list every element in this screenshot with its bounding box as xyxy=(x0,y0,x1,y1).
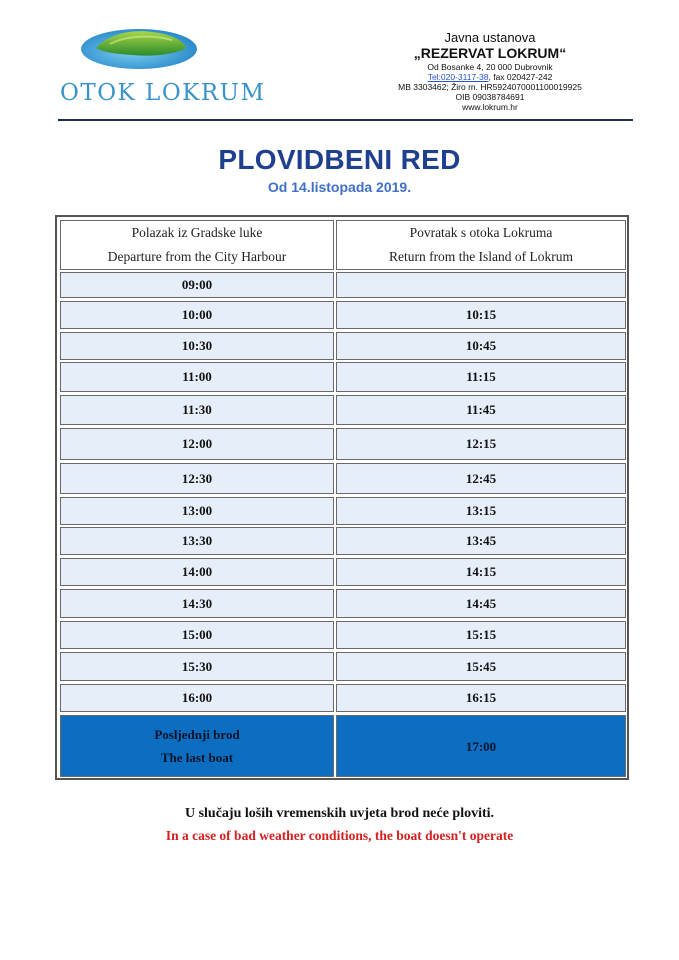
departure-time-cell: 12:00 xyxy=(60,428,334,460)
page-subtitle: Od 14.listopada 2019. xyxy=(267,179,412,195)
org-website[interactable]: www.lokrum.hr xyxy=(462,101,518,112)
departure-time-cell: 10:30 xyxy=(60,332,334,360)
return-time-cell: 12:15 xyxy=(336,428,626,460)
return-time-cell: 15:45 xyxy=(336,652,626,681)
departure-label-en: Departure from the City Harbour xyxy=(107,249,287,264)
header-divider xyxy=(58,119,633,121)
last-boat-label-en: The last boat xyxy=(160,750,234,765)
last-boat-label-hr: Posljednji brod xyxy=(154,727,240,742)
return-time-cell: 10:45 xyxy=(336,332,626,360)
weather-notice-en: In a case of bad weather conditions, the boat doesn't operate xyxy=(165,828,514,843)
return-time-cell: 16:15 xyxy=(336,684,626,712)
column-header-departure xyxy=(60,220,334,270)
org-phone-link[interactable]: Tel:020-3117-38 xyxy=(427,71,489,82)
departure-time-cell: 15:30 xyxy=(60,652,334,681)
departure-time-cell: 14:30 xyxy=(60,589,334,618)
return-time-cell: 12:45 xyxy=(336,463,626,494)
logo-text: OTOK LOKRUM xyxy=(60,80,266,106)
return-time-cell: 11:45 xyxy=(336,395,626,425)
org-fax: , fax 020427-242 xyxy=(488,71,553,82)
weather-notice-hr: U slučaju loših vremenskih uvjeta brod neće ploviti. xyxy=(184,806,495,821)
return-time-cell: 13:45 xyxy=(336,527,626,555)
last-boat-label-cell xyxy=(60,715,334,777)
schedule-table xyxy=(55,215,629,780)
return-time-cell: 15:15 xyxy=(336,621,626,649)
departure-time-cell: 15:00 xyxy=(60,621,334,649)
otok-lokrum-logo xyxy=(58,24,266,114)
return-time-cell xyxy=(336,272,626,298)
column-header-return xyxy=(336,220,626,270)
departure-time-cell: 13:00 xyxy=(60,497,334,525)
org-address: Od Bosanke 4, 20 000 Dubrovnik xyxy=(427,61,553,72)
return-label-en: Return from the Island of Lokrum xyxy=(388,249,574,264)
last-boat-time: 17:00 xyxy=(465,738,497,754)
return-time-cell: 10:15 xyxy=(336,301,626,329)
departure-time-cell: 12:30 xyxy=(60,463,334,494)
return-time-cell: 11:15 xyxy=(336,362,626,392)
return-time-cell: 14:45 xyxy=(336,589,626,618)
last-boat-time-cell xyxy=(336,715,626,777)
org-name: „REZERVAT LOKRUM“ xyxy=(413,45,567,62)
return-time-cell: 13:15 xyxy=(336,497,626,525)
org-type: Javna ustanova xyxy=(444,30,536,45)
departure-time-cell: 16:00 xyxy=(60,684,334,712)
departure-time-cell: 10:00 xyxy=(60,301,334,329)
departure-label-hr: Polazak iz Gradske luke xyxy=(131,225,263,240)
return-label-hr: Povratak s otoka Lokruma xyxy=(409,225,553,240)
departure-time-cell: 13:30 xyxy=(60,527,334,555)
org-oib: OIB 09038784691 xyxy=(455,91,525,102)
org-registration: MB 3303462; Žiro rn. HR5924070001100019925 xyxy=(398,81,582,92)
organization-info xyxy=(385,30,595,112)
departure-time-cell: 11:00 xyxy=(60,362,334,392)
lokrum-island-icon xyxy=(80,24,198,70)
org-contact xyxy=(385,72,595,82)
return-time-cell: 14:15 xyxy=(336,558,626,586)
departure-time-cell: 09:00 xyxy=(60,272,334,298)
departure-time-cell: 11:30 xyxy=(60,395,334,425)
page-title: PLOVIDBENI RED xyxy=(218,144,461,175)
departure-time-cell: 14:00 xyxy=(60,558,334,586)
